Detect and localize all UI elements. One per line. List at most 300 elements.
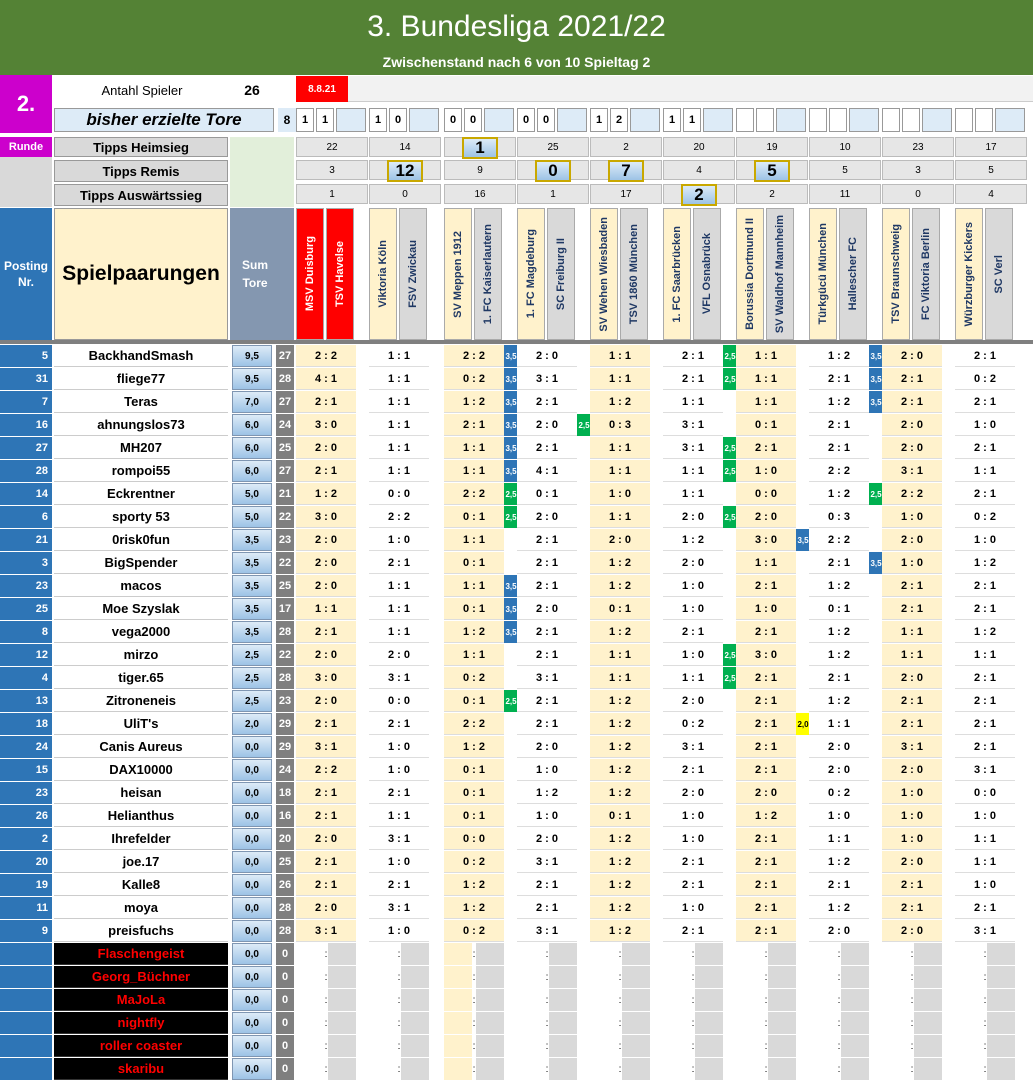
tip-cell: 0 : 3 [590, 414, 650, 436]
tip-away [768, 966, 796, 988]
tip-cell: 2 : 1 [369, 782, 429, 804]
tip-cell: 1 : 1 [590, 644, 650, 666]
result-home-3: 0 [517, 108, 535, 132]
posting-nr: 6 [0, 506, 52, 528]
tip-sep: : [691, 1035, 695, 1057]
tip-cell: 1 : 1 [369, 598, 429, 620]
tip-sep: : [472, 966, 476, 988]
tip-cell: 2 : 1 [809, 874, 869, 896]
anzahl-value: 26 [244, 82, 260, 98]
tip-cell: 2 : 0 [590, 529, 650, 551]
tip-cell: 1 : 2 [809, 345, 869, 367]
tip-cell: 1 : 1 [955, 460, 1015, 482]
tip-cell: 3 : 1 [296, 736, 356, 758]
tip-cell: 1 : 2 [590, 713, 650, 735]
result-home-0: 1 [296, 108, 314, 132]
tips-green [230, 137, 294, 207]
tip-cell: 1 : 2 [590, 759, 650, 781]
tip-sep: : [472, 1058, 476, 1080]
player-points: 5,0 [232, 483, 272, 505]
result-home-9 [955, 108, 973, 132]
tip-cell: 1 : 1 [369, 414, 429, 436]
tip-sep: : [472, 989, 476, 1011]
tip-cell: 2 : 1 [882, 897, 942, 919]
tip-home [369, 989, 397, 1011]
tip-cell: 1 : 2 [590, 828, 650, 850]
tip-home [296, 943, 324, 965]
player-name: ahnungslos73 [54, 414, 228, 436]
spielpaarungen-header: Spielpaarungen [54, 208, 228, 340]
player-points: 0,0 [232, 874, 272, 896]
tip-cell: 1 : 1 [444, 437, 504, 459]
page-title: 3. Bundesliga 2021/22 [367, 10, 666, 43]
tip-cell: 0 : 1 [809, 598, 869, 620]
player-points: 0,0 [232, 1012, 272, 1034]
tip-sep: : [324, 943, 328, 965]
tip-cell: 1 : 0 [369, 759, 429, 781]
player-name: sporty 53 [54, 506, 228, 528]
tip-home [809, 1058, 837, 1080]
result-away-0: 1 [316, 108, 334, 132]
header-divider [0, 340, 1033, 344]
tip-cell: 2 : 1 [736, 437, 796, 459]
player-name: vega2000 [54, 621, 228, 643]
posting-nr: 27 [0, 437, 52, 459]
tip-cell: 0 : 0 [369, 690, 429, 712]
team-header-2 [369, 208, 397, 340]
tip-cell: 1 : 2 [809, 391, 869, 413]
tip-cell: 1 : 1 [590, 368, 650, 390]
tip-home [296, 989, 324, 1011]
player-name: Ihrefelder [54, 828, 228, 850]
heim-label: Tipps Heimsieg [54, 137, 228, 157]
bonus-badge: 2,5 [577, 414, 591, 436]
tip-cell: 1 : 1 [736, 368, 796, 390]
tip-cell: 1 : 1 [590, 460, 650, 482]
player-points: 6,0 [232, 437, 272, 459]
player-name: Eckrentner [54, 483, 228, 505]
result-home-7 [809, 108, 827, 132]
tip-cell: 2 : 1 [736, 667, 796, 689]
result-gap-5 [703, 108, 733, 132]
tip-away [328, 1035, 356, 1057]
tip-sep: : [472, 1035, 476, 1057]
result-away-8 [902, 108, 920, 132]
page-header [0, 0, 1033, 75]
tip-home [663, 1058, 691, 1080]
tip-away [328, 1058, 356, 1080]
tip-cell: 2 : 1 [955, 713, 1015, 735]
team-name: SV Meppen 1912 [452, 230, 464, 318]
tip-cell: 0 : 2 [955, 368, 1015, 390]
tip-home [590, 1012, 618, 1034]
tip-home [517, 966, 545, 988]
tip-heim-4: 2 [590, 137, 662, 157]
tip-home [955, 989, 983, 1011]
tip-cell: 1 : 1 [369, 621, 429, 643]
tip-cell: 0 : 2 [444, 920, 504, 942]
tip-cell: 2 : 2 [809, 460, 869, 482]
tip-heim-5: 20 [663, 137, 735, 157]
tip-cell: 1 : 1 [955, 828, 1015, 850]
tip-away [622, 1012, 650, 1034]
tip-home [882, 1058, 910, 1080]
bonus-badge: 2,5 [504, 506, 518, 528]
player-goals: 26 [276, 874, 294, 896]
tip-cell: 0 : 1 [444, 805, 504, 827]
posting-nr: 2 [0, 828, 52, 850]
tip-cell: 1 : 2 [590, 552, 650, 574]
tip-cell: 1 : 2 [809, 644, 869, 666]
tip-cell: 1 : 2 [809, 690, 869, 712]
player-goals: 0 [276, 1012, 294, 1034]
player-points: 3,5 [232, 529, 272, 551]
player-points: 2,5 [232, 667, 272, 689]
tip-sep: : [983, 943, 987, 965]
tip-cell: 3 : 0 [736, 644, 796, 666]
tip-cell: 2 : 2 [882, 483, 942, 505]
team-header-0 [296, 208, 324, 340]
tip-sep: : [837, 1058, 841, 1080]
tip-aus-5: 2 [681, 184, 717, 206]
tip-cell: 2 : 1 [296, 782, 356, 804]
player-goals: 23 [276, 529, 294, 551]
tip-away [401, 1035, 429, 1057]
result-gap-4 [630, 108, 660, 132]
team-header-11 [693, 208, 721, 340]
tip-cell: 2 : 1 [955, 437, 1015, 459]
tip-home [369, 1012, 397, 1034]
tip-cell: 2 : 0 [296, 690, 356, 712]
bonus-badge: 3,5 [504, 437, 518, 459]
tip-home [736, 943, 764, 965]
tip-sep: : [691, 989, 695, 1011]
team-header-7 [547, 208, 575, 340]
posting-nr: 31 [0, 368, 52, 390]
posting-nr: 19 [0, 874, 52, 896]
tip-sep: : [545, 989, 549, 1011]
tip-heim-2: 1 [462, 137, 498, 159]
player-goals: 28 [276, 667, 294, 689]
tip-cell: 2 : 1 [882, 391, 942, 413]
tip-cell: 2 : 1 [663, 851, 723, 873]
tip-cell: 2 : 1 [955, 391, 1015, 413]
tip-cell: 2 : 1 [663, 920, 723, 942]
bonus-badge: 2,5 [723, 460, 737, 482]
tip-cell: 2 : 0 [517, 598, 577, 620]
tip-sep: : [910, 966, 914, 988]
tip-cell: 3 : 1 [296, 920, 356, 942]
bonus-badge: 3,5 [504, 575, 518, 597]
tip-cell: 3 : 0 [736, 529, 796, 551]
tip-cell: 1 : 0 [882, 506, 942, 528]
tip-home [517, 1012, 545, 1034]
tip-away [549, 966, 577, 988]
tip-cell: 2 : 0 [809, 920, 869, 942]
bonus-badge: 3,5 [504, 368, 518, 390]
result-away-5: 1 [683, 108, 701, 132]
tip-home [444, 989, 472, 1011]
team-name: 1. FC Kaiserlautern [482, 223, 494, 325]
player-name: nightfly [54, 1012, 228, 1034]
tip-away [841, 1012, 869, 1034]
tip-home [590, 966, 618, 988]
date-badge: 8.8.21 [296, 76, 348, 102]
tip-away [549, 989, 577, 1011]
tip-home [517, 989, 545, 1011]
tip-cell: 1 : 1 [590, 506, 650, 528]
tip-cell: 1 : 0 [736, 598, 796, 620]
bonus-badge: 3,5 [504, 460, 518, 482]
tip-sep: : [837, 966, 841, 988]
player-name: MH207 [54, 437, 228, 459]
tip-cell: 2 : 0 [296, 644, 356, 666]
player-points: 5,0 [232, 506, 272, 528]
player-name: mirzo [54, 644, 228, 666]
tip-cell: 1 : 2 [444, 874, 504, 896]
tip-cell: 2 : 0 [736, 506, 796, 528]
player-points: 0,0 [232, 897, 272, 919]
tip-home [590, 989, 618, 1011]
tip-cell: 2 : 1 [955, 483, 1015, 505]
tip-cell: 3 : 1 [955, 759, 1015, 781]
tip-sep: : [618, 1058, 622, 1080]
tip-home [955, 1035, 983, 1057]
tip-cell: 2 : 1 [955, 897, 1015, 919]
tip-cell: 1 : 2 [590, 690, 650, 712]
tip-sep: : [910, 989, 914, 1011]
tip-cell: 1 : 2 [590, 736, 650, 758]
tip-cell: 2 : 0 [882, 437, 942, 459]
tip-home [517, 943, 545, 965]
player-points: 0,0 [232, 759, 272, 781]
tip-cell: 2 : 1 [517, 575, 577, 597]
result-away-2: 0 [464, 108, 482, 132]
anzahl-label: Antahl Spieler [101, 82, 183, 98]
team-name: FSV Zwickau [407, 240, 419, 308]
result-away-9 [975, 108, 993, 132]
tip-away [476, 1012, 504, 1034]
tip-cell: 2 : 1 [296, 391, 356, 413]
tip-aus-9: 4 [955, 184, 1027, 204]
tip-cell: 2 : 1 [736, 897, 796, 919]
tip-sep: : [397, 943, 401, 965]
tip-sep: : [397, 966, 401, 988]
tip-cell: 3 : 1 [955, 920, 1015, 942]
posting-nr: 23 [0, 575, 52, 597]
tip-cell: 1 : 2 [444, 391, 504, 413]
posting-nr [0, 943, 52, 965]
tip-cell: 1 : 2 [590, 874, 650, 896]
team-header-12 [736, 208, 764, 340]
team-header-16 [882, 208, 910, 340]
tip-cell: 2 : 0 [882, 667, 942, 689]
tip-away [987, 1035, 1015, 1057]
tip-cell: 3 : 1 [517, 667, 577, 689]
tip-away [622, 1035, 650, 1057]
player-name: heisan [54, 782, 228, 804]
player-goals: 29 [276, 736, 294, 758]
posting-nr: 18 [0, 713, 52, 735]
tip-cell: 2 : 1 [296, 621, 356, 643]
team-name: FC Viktoria Berlin [920, 227, 932, 321]
tip-sep: : [397, 1058, 401, 1080]
result-gap-7 [849, 108, 879, 132]
tip-cell: 0 : 0 [955, 782, 1015, 804]
player-points: 7,0 [232, 391, 272, 413]
remis-label: Tipps Remis [54, 160, 228, 182]
tip-cell: 2 : 0 [296, 828, 356, 850]
tip-cell: 1 : 1 [369, 345, 429, 367]
tip-cell: 1 : 0 [882, 782, 942, 804]
tip-cell: 2 : 1 [517, 874, 577, 896]
tip-cell: 0 : 0 [369, 483, 429, 505]
tip-remis-4: 7 [608, 160, 644, 182]
player-goals: 29 [276, 713, 294, 735]
tip-cell: 0 : 0 [444, 828, 504, 850]
tip-home [517, 1035, 545, 1057]
tip-home [882, 989, 910, 1011]
tip-cell: 1 : 2 [809, 575, 869, 597]
tip-away [695, 966, 723, 988]
tip-away [328, 989, 356, 1011]
tip-cell: 1 : 1 [369, 460, 429, 482]
tip-cell: 2 : 1 [955, 736, 1015, 758]
tip-cell: 2 : 0 [809, 759, 869, 781]
tip-cell: 1 : 1 [663, 667, 723, 689]
player-goals: 24 [276, 414, 294, 436]
tip-away [768, 1035, 796, 1057]
player-points: 0,0 [232, 920, 272, 942]
tip-home [444, 1012, 472, 1034]
tip-sep: : [983, 1012, 987, 1034]
tip-cell: 2 : 1 [517, 437, 577, 459]
tip-cell: 1 : 2 [809, 851, 869, 873]
tip-cell: 3 : 1 [663, 437, 723, 459]
player-name: moya [54, 897, 228, 919]
tip-cell: 2 : 1 [663, 621, 723, 643]
player-name: tiger.65 [54, 667, 228, 689]
tip-remis-5: 4 [663, 160, 735, 180]
tip-cell: 2 : 1 [955, 345, 1015, 367]
result-home-5: 1 [663, 108, 681, 132]
tip-cell: 3 : 1 [663, 414, 723, 436]
tip-cell: 3 : 0 [296, 506, 356, 528]
player-points: 0,0 [232, 805, 272, 827]
tip-away [987, 1012, 1015, 1034]
tip-cell: 1 : 2 [590, 897, 650, 919]
tip-heim-0: 22 [296, 137, 368, 157]
tip-home [590, 1058, 618, 1080]
tip-cell: 2 : 1 [517, 690, 577, 712]
tip-home [369, 966, 397, 988]
team-header-17 [912, 208, 940, 340]
bonus-badge: 2,5 [723, 368, 737, 390]
posting-nr: 15 [0, 759, 52, 781]
player-name: preisfuchs [54, 920, 228, 942]
team-name: Türkgücü München [817, 223, 829, 325]
tip-cell: 0 : 1 [444, 552, 504, 574]
tip-away [476, 966, 504, 988]
tip-cell: 2 : 1 [882, 368, 942, 390]
player-name: BigSpender [54, 552, 228, 574]
tip-cell: 2 : 1 [369, 874, 429, 896]
tip-home [955, 966, 983, 988]
team-name: 1. FC Magdeburg [525, 229, 537, 319]
tip-away [476, 943, 504, 965]
tip-cell: 1 : 1 [663, 391, 723, 413]
player-name: MaJoLa [54, 989, 228, 1011]
tip-cell: 2 : 0 [882, 345, 942, 367]
result-gap-8 [922, 108, 952, 132]
posting-nr [0, 1035, 52, 1057]
tip-cell: 2 : 0 [517, 736, 577, 758]
tip-aus-7: 11 [809, 184, 881, 204]
tip-cell: 0 : 1 [444, 690, 504, 712]
tip-cell: 1 : 1 [882, 644, 942, 666]
tip-sep: : [618, 1035, 622, 1057]
result-away-1: 0 [389, 108, 407, 132]
tip-cell: 1 : 2 [444, 897, 504, 919]
tip-home [809, 966, 837, 988]
player-goals: 0 [276, 966, 294, 988]
tip-cell: 1 : 1 [736, 552, 796, 574]
tip-cell: 2 : 1 [296, 713, 356, 735]
tip-cell: 1 : 0 [955, 529, 1015, 551]
posting-nr: 13 [0, 690, 52, 712]
tip-cell: 2 : 1 [736, 621, 796, 643]
tip-cell: 1 : 2 [590, 575, 650, 597]
tip-cell: 0 : 1 [517, 483, 577, 505]
tip-cell: 1 : 2 [517, 782, 577, 804]
player-points: 9,5 [232, 368, 272, 390]
tip-remis-1: 12 [387, 160, 423, 182]
player-goals: 22 [276, 506, 294, 528]
result-home-1: 1 [369, 108, 387, 132]
tip-away [914, 966, 942, 988]
player-goals: 0 [276, 989, 294, 1011]
tip-away [841, 966, 869, 988]
tip-cell: 1 : 1 [369, 805, 429, 827]
player-goals: 24 [276, 759, 294, 781]
tip-cell: 0 : 0 [736, 483, 796, 505]
tip-heim-9: 17 [955, 137, 1027, 157]
tip-cell: 1 : 1 [369, 575, 429, 597]
tip-cell: 2 : 1 [882, 874, 942, 896]
player-goals: 27 [276, 460, 294, 482]
tore-label: bisher erzielte Tore [54, 108, 274, 132]
bonus-badge: 2,5 [723, 644, 737, 666]
tip-home [882, 966, 910, 988]
team-name: Würzburger Kickers [963, 221, 975, 327]
bonus-badge: 2,5 [504, 483, 518, 505]
player-points: 0,0 [232, 1035, 272, 1057]
tip-cell: 2 : 1 [517, 391, 577, 413]
team-name: SV Waldhof Mannheim [774, 214, 786, 334]
player-name: Kalle8 [54, 874, 228, 896]
posting-nr: 12 [0, 644, 52, 666]
tip-cell: 2 : 1 [736, 736, 796, 758]
posting-nr [0, 1058, 52, 1080]
tip-aus-8: 0 [882, 184, 954, 204]
tip-home [369, 1035, 397, 1057]
player-points: 0,0 [232, 828, 272, 850]
posting-nr: 23 [0, 782, 52, 804]
tip-away [622, 966, 650, 988]
tip-cell: 2 : 1 [955, 667, 1015, 689]
result-away-4: 2 [610, 108, 628, 132]
tip-heim-7: 10 [809, 137, 881, 157]
